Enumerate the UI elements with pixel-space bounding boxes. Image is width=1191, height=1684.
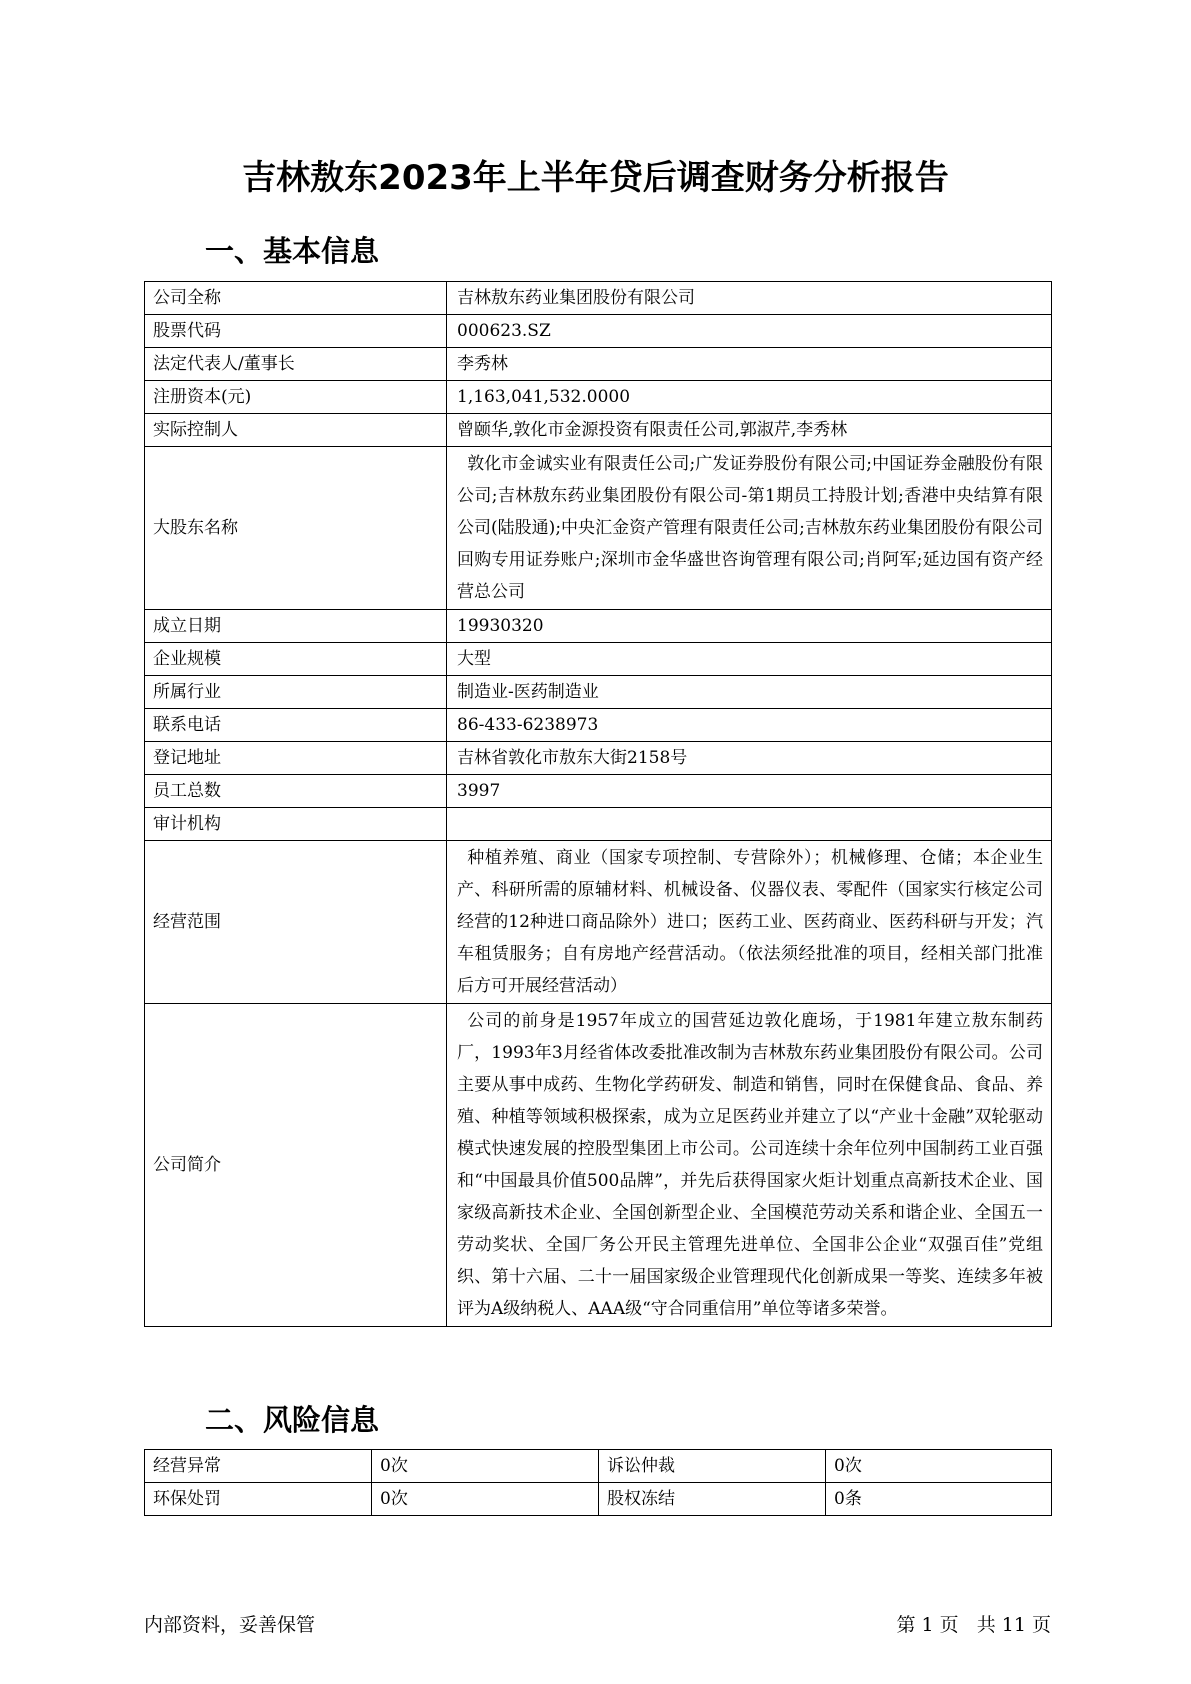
row-value: 3997: [447, 775, 1052, 808]
row-value: 大型: [447, 643, 1052, 676]
footer-page-number: 第 1 页 共 11 页: [896, 1614, 1051, 1636]
row-label: 所属行业: [145, 676, 447, 709]
risk-info-table: [144, 1449, 1052, 1516]
row-value: 公司的前身是1957年成立的国营延边敦化鹿场，于1981年建立敖东制药厂，1993年3月经省体改委批准改制为吉林敖东药业集团股份有限公司。公司主要从事中成药、生物化学药研发、制造和销售，同时在保健食品、食品、养殖、种植等领域积极探索，成为立足医药业并建立了以“产业十金融”双轮驱动模式快速发展的控股型集团上市公司。公司连续十余年位列中国制药工业百强和“中国最具价值500品牌”，并先后获得国家火炬计划重点高新技术企业、国家级高新技术企业、全国创新型企业、全国模范劳动关系和谐企业、全国五一劳动奖状、全国厂务公开民主管理先进单位、全国非公企业“双强百佳”党组织、第十六届、二十一届国家级企业管理现代化创新成果一等奖、连续多年被评为A级纳税人、AAA级“守合同重信用”单位等诸多荣誉。: [447, 1004, 1052, 1327]
row-label: 登记地址: [145, 742, 447, 775]
row-value: 吉林敖东药业集团股份有限公司: [447, 282, 1052, 315]
table-row: [145, 282, 1052, 315]
risk-value: 0次: [372, 1483, 599, 1516]
row-value: 86-433-6238973: [447, 709, 1052, 742]
risk-value: 0次: [372, 1450, 599, 1483]
risk-label: 经营异常: [145, 1450, 372, 1483]
row-label: 公司全称: [145, 282, 447, 315]
table-row: [145, 447, 1052, 610]
risk-label: 股权冻结: [599, 1483, 826, 1516]
row-label: 法定代表人/董事长: [145, 348, 447, 381]
table-row: [145, 709, 1052, 742]
row-label: 员工总数: [145, 775, 447, 808]
table-row: [145, 1450, 1052, 1483]
row-label: 股票代码: [145, 315, 447, 348]
page-title: 吉林敖东2023年上半年贷后调查财务分析报告: [242, 158, 949, 198]
row-value: 李秀林: [447, 348, 1052, 381]
risk-label: 环保处罚: [145, 1483, 372, 1516]
table-row: [145, 775, 1052, 808]
risk-value: 0条: [826, 1483, 1052, 1516]
table-row: [145, 1004, 1052, 1327]
row-value: 1,163,041,532.0000: [447, 381, 1052, 414]
table-row: [145, 1483, 1052, 1516]
row-value: 19930320: [447, 610, 1052, 643]
table-row: [145, 610, 1052, 643]
row-label: 公司简介: [145, 1004, 447, 1327]
row-label: 经营范围: [145, 841, 447, 1004]
table-row: [145, 841, 1052, 1004]
row-value: 吉林省敦化市敖东大街2158号: [447, 742, 1052, 775]
section-heading-risk-info: 二、风险信息: [205, 1403, 380, 1437]
row-value: 敦化市金诚实业有限责任公司;广发证券股份有限公司;中国证券金融股份有限公司;吉林敖东药业集团股份有限公司-第1期员工持股计划;香港中央结算有限公司(陆股通);中央汇金资产管理有限责任公司;吉林敖东药业集团股份有限公司回购专用证券账户;深圳市金华盛世咨询管理有限公司;肖阿军;延边国有资产经营总公司: [447, 447, 1052, 610]
table-row: [145, 643, 1052, 676]
row-label: 大股东名称: [145, 447, 447, 610]
row-label: 成立日期: [145, 610, 447, 643]
section-heading-basic-info: 一、基本信息: [205, 234, 380, 268]
row-value: 制造业-医药制造业: [447, 676, 1052, 709]
footer-confidential-note: 内部资料，妥善保管: [144, 1614, 316, 1636]
table-row: [145, 348, 1052, 381]
table-row: [145, 808, 1052, 841]
row-label: 审计机构: [145, 808, 447, 841]
row-value: 种植养殖、商业（国家专项控制、专营除外）；机械修理、仓储；本企业生产、科研所需的原辅材料、机械设备、仪器仪表、零配件（国家实行核定公司经营的12种进口商品除外）进口；医药工业、医药商业、医药科研与开发；汽车租赁服务；自有房地产经营活动。（依法须经批准的项目，经相关部门批准后方可开展经营活动）: [447, 841, 1052, 1004]
risk-label: 诉讼仲裁: [599, 1450, 826, 1483]
table-row: [145, 315, 1052, 348]
row-label: 实际控制人: [145, 414, 447, 447]
row-label: 企业规模: [145, 643, 447, 676]
row-label: 联系电话: [145, 709, 447, 742]
row-label: 注册资本(元): [145, 381, 447, 414]
row-value: 曾颐华,敦化市金源投资有限责任公司,郭淑芹,李秀林: [447, 414, 1052, 447]
row-value: 000623.SZ: [447, 315, 1052, 348]
risk-value: 0次: [826, 1450, 1052, 1483]
basic-info-table: [144, 281, 1052, 1327]
table-row: [145, 742, 1052, 775]
table-row: [145, 381, 1052, 414]
row-value: [447, 808, 1052, 841]
table-row: [145, 414, 1052, 447]
table-row: [145, 676, 1052, 709]
